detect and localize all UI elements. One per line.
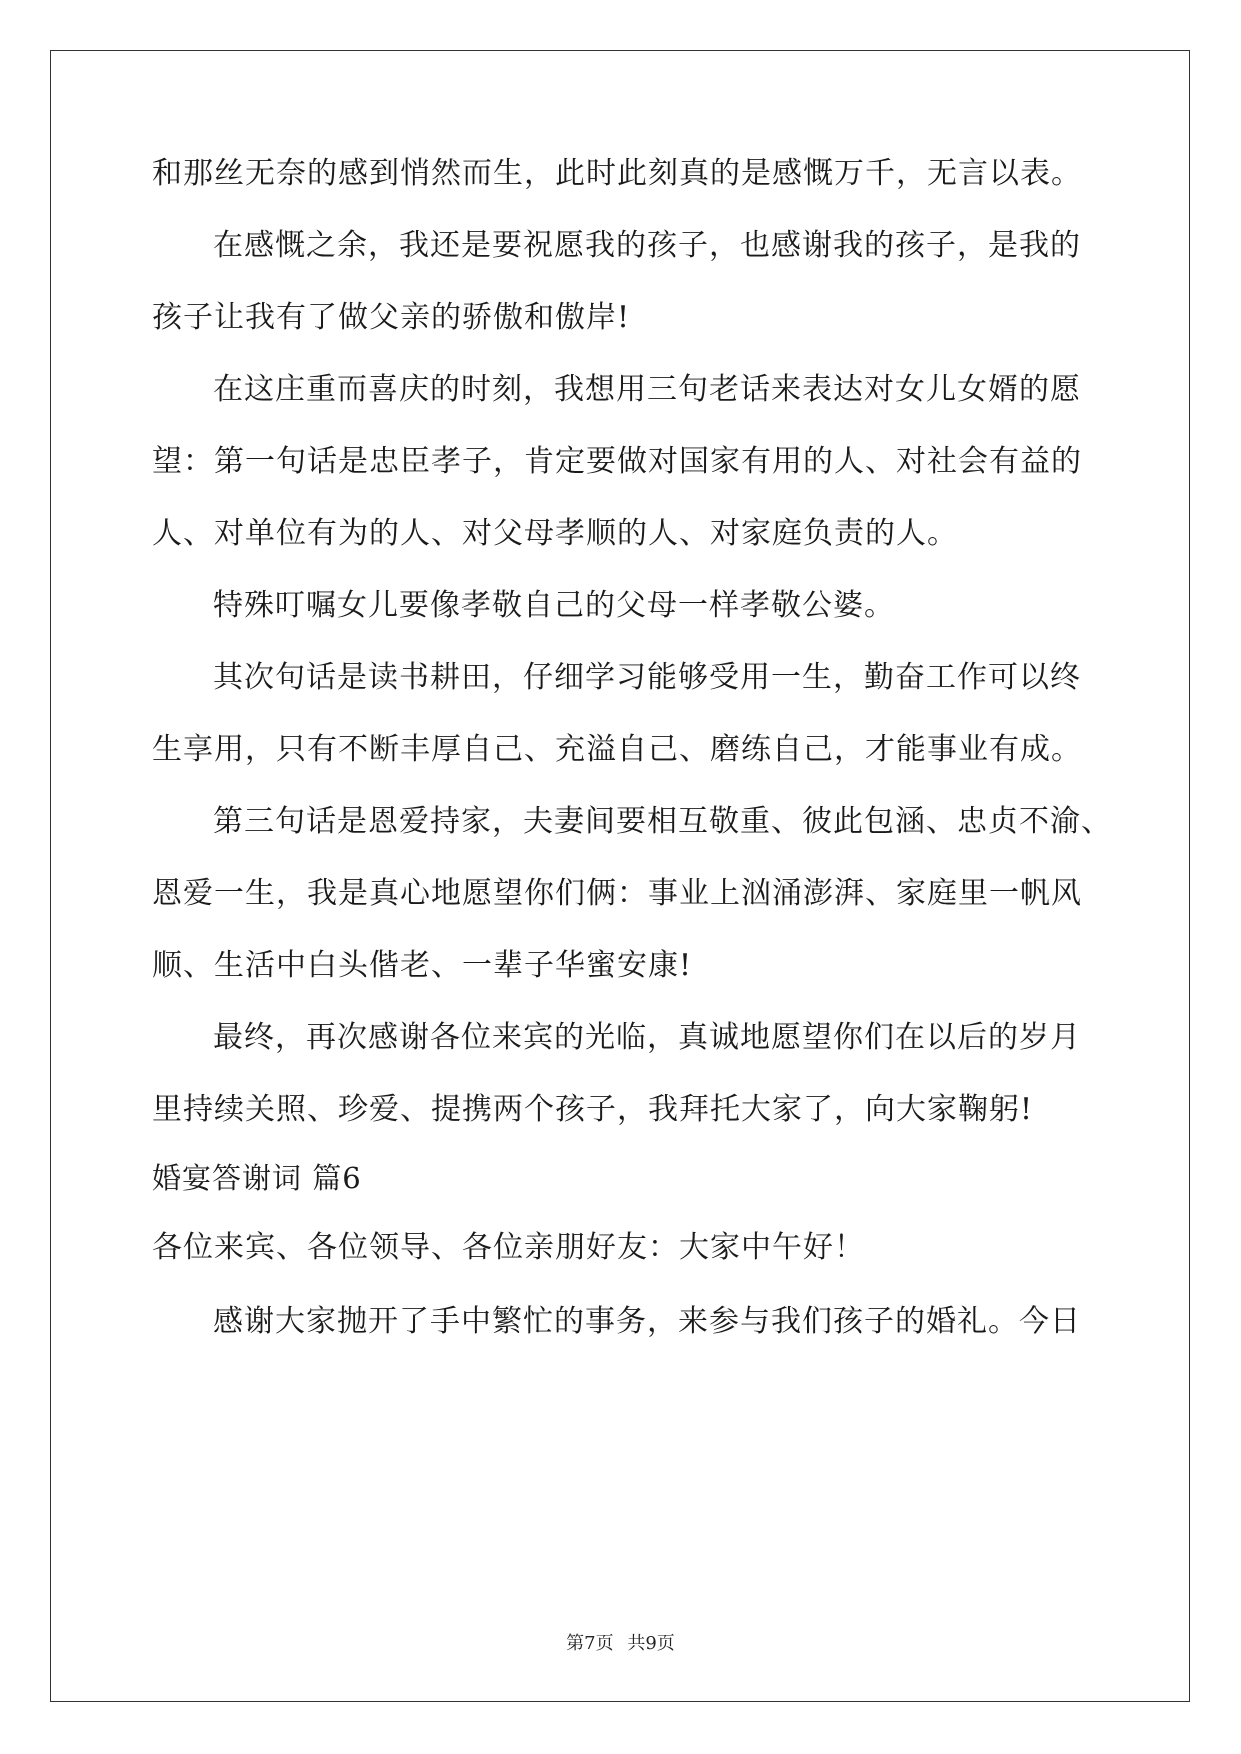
- body-line-15: 感谢大家抛开了手中繁忙的事务，来参与我们孩子的婚礼。今日: [213, 1304, 1081, 1339]
- body-line-7: 特殊叮嘱女儿要像孝敬自己的父母一样孝敬公婆。: [213, 588, 895, 623]
- body-line-14: 里持续关照、珍爱、提携两个孩子，我拜托大家了，向大家鞠躬!: [152, 1092, 1034, 1127]
- body-line-6: 人、对单位有为的人、对父母孝顺的人、对家庭负责的人。: [152, 516, 958, 551]
- body-line-13: 最终，再次感谢各位来宾的光临，真诚地愿望你们在以后的岁月: [213, 1020, 1081, 1055]
- body-line-5: 望：第一句话是忠臣孝子，肯定要做对国家有用的人、对社会有益的: [152, 444, 1082, 479]
- body-line-12: 顺、生活中白头偕老、一辈子华蜜安康!: [152, 948, 693, 983]
- body-line-2: 在感慨之余，我还是要祝愿我的孩子，也感谢我的孩子，是我的: [213, 228, 1081, 263]
- body-line-3: 孩子让我有了做父亲的骄傲和傲岸!: [152, 300, 631, 335]
- salutation-line: 各位来宾、各位领导、各位亲朋好友：大家中午好！: [152, 1230, 865, 1265]
- body-line-4: 在这庄重而喜庆的时刻，我想用三句老话来表达对女儿女婿的愿: [213, 372, 1081, 407]
- body-line-11: 恩爱一生，我是真心地愿望你们俩：事业上汹涌澎湃、家庭里一帆风: [152, 876, 1082, 911]
- section-heading: 婚宴答谢词 篇6: [152, 1161, 362, 1195]
- page-number: 第7页: [566, 1633, 614, 1654]
- page-total: 共9页: [627, 1633, 675, 1654]
- body-line-9: 生享用，只有不断丰厚自己、充溢自己、磨练自己，才能事业有成。: [152, 732, 1082, 767]
- body-line-10: 第三句话是恩爱持家，夫妻间要相互敬重、彼此包涵、忠贞不渝、: [213, 804, 1112, 839]
- body-line-8: 其次句话是读书耕田，仔细学习能够受用一生，勤奋工作可以终: [213, 660, 1081, 695]
- body-line-1: 和那丝无奈的感到悄然而生，此时此刻真的是感慨万千，无言以表。: [152, 156, 1082, 191]
- page-footer: [0, 1632, 1241, 1656]
